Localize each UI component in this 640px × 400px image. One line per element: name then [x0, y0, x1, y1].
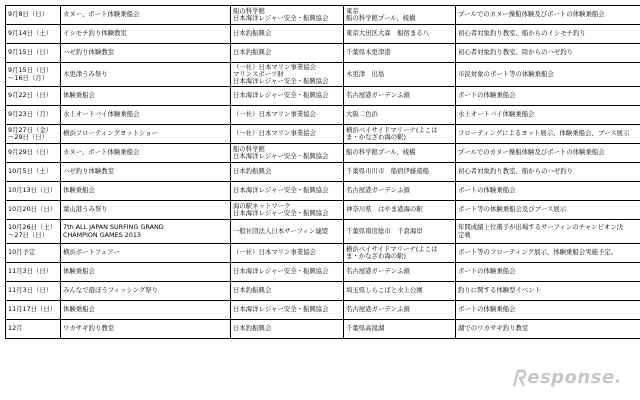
cell-date — [6, 282, 61, 301]
cell-date-text: 11月17日（日） — [8, 305, 57, 314]
cell-date — [6, 244, 61, 263]
cell-description-text: プールでのカヌー操船体験及びボートの体験乗船会 — [458, 148, 605, 157]
cell-venue — [344, 282, 456, 301]
cell-date-text: 11月3日（日） — [8, 267, 53, 276]
cell-date-text: 9月27日（金） — [8, 125, 53, 134]
cell-description-text: ボートの体験乗船会 — [458, 91, 516, 100]
cell-event-name — [61, 244, 231, 263]
cell-event-name — [61, 182, 231, 201]
cell-date-text: 11月3日（日） — [8, 286, 53, 295]
table-row — [6, 44, 640, 63]
cell-event-name — [61, 25, 231, 44]
cell-event-name — [61, 125, 231, 144]
cell-venue-text: 神奈川県 はやま港海の駅 — [346, 205, 423, 214]
cell-organizer-text: 船の科学館 — [233, 6, 265, 15]
cell-event-name — [61, 163, 231, 182]
cell-event-name — [61, 6, 231, 25]
table-row — [6, 125, 640, 144]
schedule-body — [6, 6, 640, 339]
cell-organizer — [231, 182, 344, 201]
cell-date — [6, 44, 61, 63]
cell-organizer-text: （一社）日本マリン事業協会 — [233, 248, 317, 257]
cell-description-text: 初心者対象釣り教室、陸からのハゼ釣り — [458, 48, 574, 57]
cell-venue — [344, 163, 456, 182]
cell-date-text: 12月 — [8, 324, 23, 333]
cell-venue-text: 横浜ベイサイドマリーナ(よこは — [346, 244, 438, 253]
cell-venue-text: 千葉県木更津港 — [346, 48, 391, 57]
cell-date — [6, 87, 61, 106]
cell-date — [6, 125, 61, 144]
cell-event-name-text: 体験乗船会 — [63, 267, 95, 276]
cell-date — [6, 263, 61, 282]
cell-event-name-text: 体験乗船会 — [63, 186, 95, 195]
cell-date — [6, 144, 61, 163]
cell-organizer — [231, 244, 344, 263]
cell-organizer — [231, 125, 344, 144]
cell-date — [6, 220, 61, 244]
cell-description-text: 釣りに関する体験型イベント — [458, 286, 542, 295]
cell-description — [456, 63, 640, 87]
cell-description — [456, 320, 640, 339]
cell-event-name-text: ハゼ釣り体験教室 — [63, 167, 115, 176]
table-row — [6, 201, 640, 220]
cell-organizer — [231, 263, 344, 282]
cell-event-name-text: カヌー、ボート体験乗船会 — [63, 10, 140, 19]
cell-venue — [344, 44, 456, 63]
event-schedule-table — [5, 5, 640, 339]
table-row — [6, 163, 640, 182]
cell-organizer — [231, 144, 344, 163]
cell-venue — [344, 6, 456, 25]
watermark-text: esponse. — [527, 367, 622, 388]
cell-date-text: ～16日（月） — [8, 73, 49, 82]
cell-venue — [344, 244, 456, 263]
cell-description-text: ボートの体験乗船会 — [458, 267, 516, 276]
cell-organizer-text: 日本海洋レジャー安全・振興協会 — [233, 209, 329, 217]
cell-description-text: フローティングによるヨット展示、体験乗船会、ブース展示 — [458, 129, 630, 138]
cell-venue-text: 埼玉県しらこばと水上公園 — [346, 286, 423, 295]
cell-date — [6, 320, 61, 339]
cell-organizer — [231, 44, 344, 63]
cell-date-text: 9月15日（日） — [8, 66, 53, 75]
table-row — [6, 282, 640, 301]
cell-date — [6, 6, 61, 25]
cell-venue — [344, 125, 456, 144]
cell-organizer-text: 船の科学館 — [233, 144, 265, 153]
cell-description — [456, 6, 640, 25]
cell-organizer — [231, 106, 344, 125]
cell-venue-text: 名古屋港ガーデンふ頭 — [346, 91, 410, 100]
cell-event-name — [61, 301, 231, 320]
cell-venue-text: 横浜ベイサイドマリーナ(よこは — [346, 125, 438, 134]
cell-venue-text: 東京大田区大森 船宿まる八 — [346, 29, 430, 38]
cell-description — [456, 163, 640, 182]
cell-venue — [344, 320, 456, 339]
cell-date — [6, 25, 61, 44]
cell-venue-text: 名古屋港ガーデンふ頭 — [346, 267, 410, 276]
cell-organizer-text: 日本海洋レジャー安全・振興協会 — [233, 152, 329, 160]
cell-event-name-text: 7th ALL JAPAN SURFING GRAND — [63, 223, 164, 232]
cell-organizer-text: 日本海洋レジャー安全・振興協会 — [233, 77, 329, 86]
response-watermark — [512, 367, 622, 388]
cell-date — [6, 163, 61, 182]
cell-event-name — [61, 63, 231, 87]
cell-date-text: 9月22日（日） — [8, 91, 53, 100]
cell-event-name — [61, 263, 231, 282]
cell-venue — [344, 220, 456, 244]
cell-event-name — [61, 220, 231, 244]
cell-event-name-text: CHAMPION GAMES 2013 — [63, 230, 141, 239]
cell-date-text: 10月13日（日） — [8, 186, 57, 195]
cell-description-text: ボート等のフローティング展示、体験乗船会実施予定。 — [458, 248, 618, 257]
cell-organizer-text: 日本釣振興会 — [233, 286, 272, 295]
cell-date-text: 9月23日（月） — [8, 110, 53, 119]
cell-organizer-text: 日本海洋レジャー安全・振興協会 — [233, 14, 329, 22]
cell-description-text: 年間成績上位選手が出場するサーフィンのチャンピオン決 — [458, 223, 624, 232]
cell-description-text: 市民対象のボート等の体験乗船会 — [458, 69, 554, 78]
cell-description-text: 湖でのワカサギ釣り教室 — [458, 324, 529, 333]
cell-venue-text: 船の科学館プール、桟橋 — [346, 148, 416, 157]
cell-description — [456, 25, 640, 44]
cell-date-text: 9月15日（日） — [8, 48, 53, 57]
cell-venue-text: ま・かなざわ海の駅) — [346, 133, 407, 141]
cell-venue — [344, 201, 456, 220]
cell-description-text: ボートの体験乗船会 — [458, 305, 516, 314]
cell-event-name-text: 横浜フローティングヨットショー — [63, 129, 158, 138]
cell-venue — [344, 106, 456, 125]
cell-description-text: ボート等の体験乗船会及びブース展示 — [458, 205, 567, 214]
cell-event-name-text: 体験乗船会 — [63, 305, 95, 314]
cell-event-name-text: 水上オートバイ体験乗船会 — [63, 110, 140, 119]
cell-venue-text: 大阪二色浜 — [346, 110, 378, 119]
cell-date-text: ～29日（日） — [8, 133, 49, 141]
cell-organizer-text: （一社）日本マリン事業協会 — [233, 62, 317, 71]
cell-venue-text: 東京 — [346, 6, 359, 15]
cell-description — [456, 201, 640, 220]
cell-organizer-text: マリンスポーツ財 — [233, 69, 284, 78]
cell-date — [6, 106, 61, 125]
cell-date — [6, 201, 61, 220]
cell-description-text: ボートの体験乗船会 — [458, 186, 516, 195]
cell-organizer-text: 日本海洋レジャー安全・振興協会 — [233, 91, 329, 100]
table-row — [6, 244, 640, 263]
cell-venue — [344, 301, 456, 320]
cell-organizer — [231, 25, 344, 44]
cell-description-text: 定戦 — [458, 230, 471, 239]
cell-description-text: 水上オートバイ体験乗船会 — [458, 110, 535, 119]
cell-organizer-text: 日本釣振興会 — [233, 324, 272, 333]
cell-venue — [344, 144, 456, 163]
cell-organizer — [231, 282, 344, 301]
table-row — [6, 320, 640, 339]
cell-date-text: 9月29日（日） — [8, 148, 53, 157]
cell-event-name-text: 木更津うみ祭り — [63, 69, 108, 78]
table-row — [6, 106, 640, 125]
cell-organizer-text: 日本釣振興会 — [233, 48, 272, 57]
cell-venue — [344, 25, 456, 44]
cell-event-name — [61, 320, 231, 339]
cell-description — [456, 106, 640, 125]
cell-event-name — [61, 87, 231, 106]
cell-date-text: 10月20日（日） — [8, 205, 57, 214]
cell-description — [456, 301, 640, 320]
cell-description — [456, 44, 640, 63]
table-row — [6, 263, 640, 282]
cell-venue — [344, 263, 456, 282]
cell-description-text: 初心者対象釣り教室、船からのハゼ釣り — [458, 167, 574, 176]
cell-description — [456, 263, 640, 282]
cell-event-name — [61, 44, 231, 63]
cell-date-text: 9月8日（日） — [8, 10, 49, 19]
cell-venue-text: 千葉県南房総市 千倉海岸 — [346, 226, 423, 235]
table-row — [6, 220, 640, 244]
cell-organizer — [231, 220, 344, 244]
table-row — [6, 87, 640, 106]
cell-venue-text: 千葉県市川市 船宿伊藤遊船 — [346, 167, 430, 176]
cell-event-name-text: 葉山港うみ祭り — [63, 205, 108, 214]
cell-venue-text: 木更津 出島 — [346, 69, 385, 78]
cell-date-text: 10月予定 — [8, 248, 36, 257]
cell-venue — [344, 87, 456, 106]
cell-organizer-text: 日本海洋レジャー安全・振興協会 — [233, 305, 329, 314]
cell-date — [6, 182, 61, 201]
cell-organizer — [231, 320, 344, 339]
table-row — [6, 25, 640, 44]
response-logo-r-icon — [512, 369, 526, 387]
cell-organizer-text: 一般社団法人日本サーフィン連盟 — [233, 226, 329, 235]
cell-date — [6, 301, 61, 320]
cell-description-text: プールでのカヌー操船体験及びボートの体験乗船会 — [458, 10, 605, 19]
cell-description — [456, 125, 640, 144]
cell-organizer — [231, 6, 344, 25]
cell-event-name-text: カヌー、ボート体験乗船会 — [63, 148, 140, 157]
table-row — [6, 182, 640, 201]
cell-organizer-text: 日本釣振興会 — [233, 29, 272, 38]
cell-description — [456, 87, 640, 106]
cell-organizer — [231, 301, 344, 320]
cell-event-name-text: ワカサギ釣り教室 — [63, 324, 115, 333]
cell-organizer — [231, 63, 344, 87]
cell-event-name-text: みんなで遊ぼうフィッシング祭り — [63, 286, 159, 295]
cell-event-name — [61, 106, 231, 125]
cell-venue — [344, 182, 456, 201]
cell-organizer-text: 日本海洋レジャー安全・振興協会 — [233, 267, 329, 276]
cell-description — [456, 144, 640, 163]
cell-organizer-text: （一社）日本マリン事業協会 — [233, 110, 317, 119]
table-row — [6, 63, 640, 87]
cell-description — [456, 220, 640, 244]
cell-date — [6, 63, 61, 87]
cell-event-name — [61, 282, 231, 301]
table-row — [6, 144, 640, 163]
cell-organizer — [231, 201, 344, 220]
cell-event-name — [61, 201, 231, 220]
cell-venue-text: 名古屋港ガーデンふ頭 — [346, 305, 410, 314]
cell-description-text: 初心者対象釣り教室、船からのイシモチ釣り — [458, 29, 586, 38]
cell-date-text: 9月14日（土） — [8, 29, 53, 38]
cell-event-name-text: 体験乗船会 — [63, 91, 95, 100]
cell-venue-text: 船の科学館プール、桟橋 — [346, 14, 416, 22]
cell-event-name — [61, 144, 231, 163]
cell-organizer — [231, 87, 344, 106]
table-row — [6, 6, 640, 25]
cell-description — [456, 244, 640, 263]
cell-event-name-text: イシモチ釣り体験教室 — [63, 29, 127, 38]
cell-venue-text: 名古屋港ガーデンふ頭 — [346, 186, 410, 195]
cell-date-text: 10月26日（土） — [8, 223, 57, 232]
cell-venue-text: ま・かなざわ海の駅) — [346, 252, 407, 260]
cell-event-name-text: 横浜ボートフェアー — [63, 248, 120, 257]
table-row — [6, 301, 640, 320]
cell-venue — [344, 63, 456, 87]
cell-organizer-text: 日本海洋レジャー安全・振興協会 — [233, 186, 329, 195]
cell-organizer — [231, 163, 344, 182]
cell-date-text: 10月5日（土） — [8, 167, 53, 176]
cell-organizer-text: （一社）日本マリン事業協会 — [233, 129, 317, 138]
cell-venue-text: 千葉県高滝湖 — [346, 324, 385, 333]
cell-organizer-text: 日本釣振興会 — [233, 167, 272, 176]
cell-event-name-text: ハゼ釣り体験教室 — [63, 48, 115, 57]
cell-organizer-text: 海の駅ネットワーク — [233, 201, 291, 210]
cell-description — [456, 182, 640, 201]
cell-description — [456, 282, 640, 301]
cell-date-text: ～27日（日） — [8, 230, 49, 239]
